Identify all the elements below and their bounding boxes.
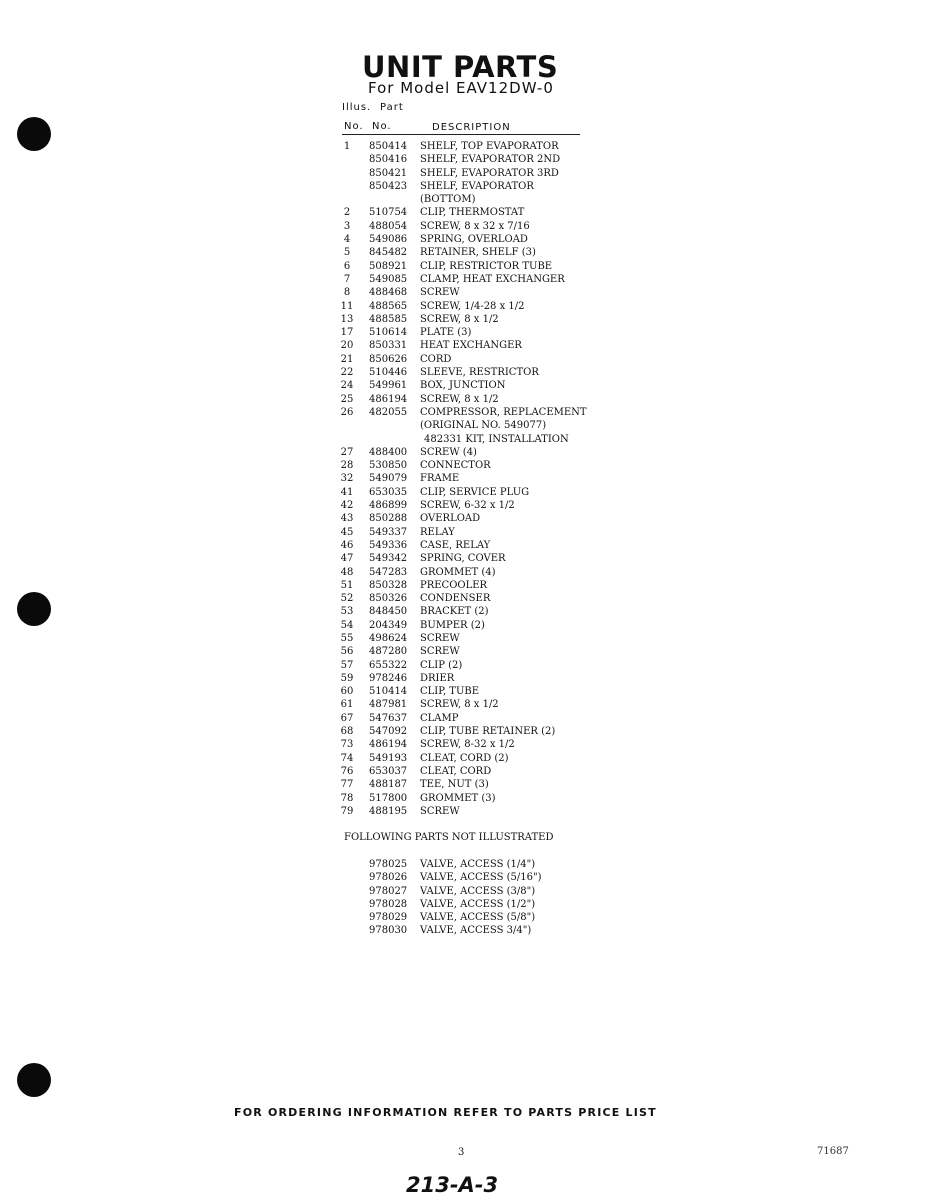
part-description: GROMMET (4) — [420, 566, 496, 578]
part-number: 978027 — [369, 885, 408, 897]
parts-row — [340, 592, 640, 605]
part-number: 850288 — [369, 513, 408, 525]
page-number: 3 — [458, 1147, 465, 1158]
parts-row — [340, 712, 640, 725]
part-number: 978028 — [369, 898, 408, 910]
part-number: 510446 — [369, 367, 408, 379]
header-illus-top: Illus. — [342, 102, 372, 113]
illus-number: 45 — [340, 526, 354, 538]
illus-number: 11 — [340, 300, 354, 312]
parts-row — [340, 472, 640, 485]
parts-row — [340, 326, 640, 339]
part-number: 488565 — [369, 300, 408, 312]
part-number: 530850 — [369, 460, 408, 472]
illus-number: 54 — [340, 619, 354, 631]
illus-number: 78 — [340, 792, 354, 804]
punch-hole-bottom — [17, 1063, 51, 1097]
part-number: 850328 — [369, 579, 408, 591]
parts-row — [340, 672, 640, 685]
part-description: PRECOOLER — [420, 579, 488, 591]
part-number: 547637 — [369, 712, 408, 724]
part-number: 549086 — [369, 234, 408, 246]
part-description: DRIER — [420, 672, 455, 684]
part-description: FRAME — [420, 473, 460, 485]
parts-row — [340, 393, 640, 406]
part-number: 655322 — [369, 659, 408, 671]
part-description: RELAY — [420, 526, 455, 538]
part-description: PLATE (3) — [420, 327, 472, 339]
parts-row — [340, 406, 640, 419]
parts-row — [340, 419, 640, 432]
part-description: SPRING, OVERLOAD — [420, 234, 528, 246]
illus-number: 51 — [340, 579, 354, 591]
parts-row — [340, 353, 640, 366]
part-description: CLIP (2) — [420, 659, 463, 671]
part-number: 850416 — [369, 154, 408, 166]
part-number: 850421 — [369, 167, 408, 179]
part-number: 978025 — [369, 859, 408, 870]
parts-row — [340, 206, 640, 219]
illus-number: 61 — [340, 699, 354, 711]
parts-row — [340, 260, 640, 273]
illus-number: 73 — [340, 739, 354, 751]
illus-number: 56 — [340, 646, 354, 658]
illus-number: 7 — [343, 273, 351, 285]
not-illustrated-list — [340, 858, 640, 938]
handwritten-reference: 213-A-3 — [406, 1173, 499, 1197]
part-description: (BOTTOM) — [420, 194, 476, 206]
part-description: BOX, JUNCTION — [420, 380, 506, 392]
illus-number: 42 — [340, 500, 354, 512]
punch-hole-top — [17, 117, 51, 151]
part-number: 508921 — [369, 260, 408, 272]
part-number: 850331 — [369, 340, 408, 352]
parts-row — [340, 552, 640, 565]
parts-row — [340, 619, 640, 632]
part-description: CLIP, RESTRICTOR TUBE — [420, 260, 553, 272]
parts-row — [340, 300, 640, 313]
part-description: SCREW, 6-32 x 1/2 — [420, 500, 515, 512]
parts-row — [340, 246, 640, 259]
parts-row — [340, 885, 640, 898]
part-description: BRACKET (2) — [420, 606, 489, 618]
part-number: 850326 — [369, 593, 408, 605]
part-number: 510754 — [369, 207, 408, 219]
parts-row — [340, 313, 640, 326]
part-description: SHELF, TOP EVAPORATOR — [420, 141, 559, 152]
illus-number: 48 — [340, 566, 354, 578]
header-part-no: No. — [372, 121, 392, 132]
illus-number: 68 — [340, 726, 354, 738]
illus-number: 79 — [340, 805, 354, 817]
parts-row — [340, 898, 640, 911]
illus-number: 17 — [340, 327, 354, 339]
parts-row — [340, 286, 640, 299]
document-number: 71687 — [817, 1146, 849, 1157]
part-description: SCREW, 8 x 1/2 — [420, 313, 499, 325]
parts-row — [340, 539, 640, 552]
parts-row — [340, 924, 640, 937]
illus-number: 26 — [340, 406, 354, 418]
parts-row — [340, 605, 640, 618]
parts-row — [340, 685, 640, 698]
illus-number: 20 — [340, 340, 354, 352]
part-description: SHELF, EVAPORATOR — [420, 180, 534, 192]
part-number: 978026 — [369, 872, 408, 884]
parts-row — [340, 765, 640, 778]
illus-number: 1 — [343, 141, 351, 152]
header-illus-no: No. — [344, 121, 364, 132]
part-description: SCREW — [420, 646, 460, 658]
part-description: VALVE, ACCESS (5/8") — [420, 912, 536, 924]
parts-row — [340, 871, 640, 884]
part-description: CLIP, SERVICE PLUG — [420, 486, 530, 498]
part-number: 653037 — [369, 765, 408, 777]
part-number: 204349 — [369, 619, 408, 631]
illus-number: 47 — [340, 553, 354, 565]
illus-number: 43 — [340, 513, 354, 525]
parts-row — [340, 220, 640, 233]
part-number: 845482 — [369, 247, 408, 259]
part-description: SHELF, EVAPORATOR 3RD — [420, 167, 559, 179]
part-number: 848450 — [369, 606, 408, 618]
parts-row — [340, 659, 640, 672]
illus-number: 3 — [343, 220, 351, 232]
part-number: 549337 — [369, 526, 408, 538]
parts-row — [340, 167, 640, 180]
part-number: 486899 — [369, 500, 408, 512]
parts-row — [340, 140, 640, 153]
illus-number: 25 — [340, 393, 354, 405]
illus-number: 76 — [340, 765, 354, 777]
part-description: VALVE, ACCESS (1/4") — [420, 859, 536, 870]
illus-number: 41 — [340, 486, 354, 498]
part-description: SCREW — [420, 632, 460, 644]
part-number: 488054 — [369, 220, 408, 232]
part-description: HEAT EXCHANGER — [420, 340, 522, 352]
ordering-footer: FOR ORDERING INFORMATION REFER TO PARTS PRICE LIST — [234, 1106, 657, 1119]
parts-row — [340, 433, 640, 446]
part-description: CORD — [420, 353, 452, 365]
part-description: SCREW, 1/4-28 x 1/2 — [420, 300, 525, 312]
page-title: UNIT PARTS — [362, 50, 559, 84]
part-number: 510614 — [369, 327, 408, 339]
illus-number: 27 — [340, 446, 354, 458]
parts-row — [340, 738, 640, 751]
illus-number: 24 — [340, 380, 354, 392]
illus-number: 13 — [340, 313, 354, 325]
illus-number: 2 — [343, 207, 351, 219]
part-number: 486194 — [369, 739, 408, 751]
part-description: BUMPER (2) — [420, 619, 485, 631]
parts-row — [340, 526, 640, 539]
punch-hole-middle — [17, 592, 51, 626]
parts-row — [340, 486, 640, 499]
part-description: CLEAT, CORD — [420, 765, 492, 777]
illus-number: 21 — [340, 353, 354, 365]
parts-row — [340, 645, 640, 658]
parts-row — [340, 499, 640, 512]
part-description: SCREW — [420, 805, 460, 817]
parts-row — [340, 778, 640, 791]
part-number: 549336 — [369, 539, 408, 551]
part-description: CLIP, THERMOSTAT — [420, 207, 525, 219]
part-number: 978030 — [369, 925, 408, 937]
part-description: SCREW, 8-32 x 1/2 — [420, 739, 515, 751]
parts-row — [340, 579, 640, 592]
header-rule — [342, 134, 580, 135]
illus-number: 46 — [340, 539, 354, 551]
part-description: CONDENSER — [420, 593, 491, 605]
part-description: CLIP, TUBE — [420, 686, 480, 698]
part-description: CLIP, TUBE RETAINER (2) — [420, 726, 556, 738]
part-number: 488468 — [369, 287, 408, 299]
illus-number: 8 — [343, 287, 351, 299]
part-description: 482331 KIT, INSTALLATION — [424, 433, 569, 445]
part-number: 486194 — [369, 393, 408, 405]
part-description: CLEAT, CORD (2) — [420, 752, 509, 764]
parts-row — [340, 193, 640, 206]
part-number: 549085 — [369, 273, 408, 285]
parts-row — [340, 366, 640, 379]
part-description: SCREW — [420, 287, 460, 299]
part-number: 517800 — [369, 792, 408, 804]
parts-row — [340, 911, 640, 924]
parts-row — [340, 698, 640, 711]
parts-row — [340, 180, 640, 193]
parts-row — [340, 752, 640, 765]
part-number: 487280 — [369, 646, 408, 658]
illus-number: 52 — [340, 593, 354, 605]
header-description: DESCRIPTION — [432, 122, 511, 133]
part-number: 850414 — [369, 141, 408, 152]
part-number: 850626 — [369, 353, 408, 365]
part-description: SCREW, 8 x 1/2 — [420, 699, 499, 711]
part-number: 510414 — [369, 686, 408, 698]
part-description: VALVE, ACCESS (1/2") — [420, 898, 536, 910]
parts-row — [340, 153, 640, 166]
part-number: 547092 — [369, 726, 408, 738]
part-description: COMPRESSOR, REPLACEMENT — [420, 406, 587, 418]
header-part-top: Part — [380, 102, 404, 113]
part-number: 549342 — [369, 553, 408, 565]
part-number: 549961 — [369, 380, 408, 392]
part-description: VALVE, ACCESS (3/8") — [420, 885, 536, 897]
illus-number: 77 — [340, 779, 354, 791]
parts-row — [340, 233, 640, 246]
part-number: 850423 — [369, 180, 408, 192]
part-number: 488400 — [369, 446, 408, 458]
parts-row — [340, 339, 640, 352]
illus-number: 59 — [340, 672, 354, 684]
parts-row — [340, 632, 640, 645]
part-description: SPRING, COVER — [420, 553, 506, 565]
part-number: 653035 — [369, 486, 408, 498]
part-description: SCREW (4) — [420, 446, 477, 458]
parts-row — [340, 446, 640, 459]
illus-number: 28 — [340, 460, 354, 472]
illus-number: 60 — [340, 686, 354, 698]
parts-row — [340, 273, 640, 286]
part-description: OVERLOAD — [420, 513, 481, 525]
part-description: VALVE, ACCESS (5/16") — [420, 872, 542, 884]
parts-row — [340, 379, 640, 392]
part-description: SHELF, EVAPORATOR 2ND — [420, 154, 561, 166]
illus-number: 4 — [343, 234, 351, 246]
part-number: 978246 — [369, 672, 408, 684]
parts-list — [340, 140, 640, 818]
part-number: 482055 — [369, 406, 408, 418]
model-subtitle: For Model EAV12DW-0 — [368, 79, 554, 97]
illus-number: 32 — [340, 473, 354, 485]
part-description: CONNECTOR — [420, 460, 491, 472]
not-illustrated-note: FOLLOWING PARTS NOT ILLUSTRATED — [344, 832, 554, 843]
part-number: 549193 — [369, 752, 408, 764]
parts-row — [340, 459, 640, 472]
part-description: SCREW, 8 x 32 x 7/16 — [420, 220, 530, 232]
part-description: CLAMP — [420, 712, 459, 724]
part-number: 978029 — [369, 912, 408, 924]
parts-row — [340, 725, 640, 738]
part-number: 488585 — [369, 313, 408, 325]
parts-row — [340, 792, 640, 805]
illus-number: 67 — [340, 712, 354, 724]
part-description: GROMMET (3) — [420, 792, 496, 804]
parts-row — [340, 805, 640, 818]
illus-number: 57 — [340, 659, 354, 671]
part-description: CLAMP, HEAT EXCHANGER — [420, 273, 565, 285]
illus-number: 5 — [343, 247, 351, 259]
part-description: VALVE, ACCESS 3/4") — [420, 925, 532, 937]
part-description: SLEEVE, RESTRICTOR — [420, 367, 539, 379]
parts-row — [340, 566, 640, 579]
illus-number: 22 — [340, 367, 354, 379]
part-number: 549079 — [369, 473, 408, 485]
parts-row — [340, 512, 640, 525]
part-description: TEE, NUT (3) — [420, 779, 489, 791]
illus-number: 55 — [340, 632, 354, 644]
part-number: 487981 — [369, 699, 408, 711]
part-number: 498624 — [369, 632, 408, 644]
illus-number: 6 — [343, 260, 351, 272]
part-description: CASE, RELAY — [420, 539, 491, 551]
illus-number: 53 — [340, 606, 354, 618]
part-number: 488187 — [369, 779, 408, 791]
part-description: SCREW, 8 x 1/2 — [420, 393, 499, 405]
part-description: RETAINER, SHELF (3) — [420, 247, 536, 259]
part-description: (ORIGINAL NO. 549077) — [420, 420, 547, 432]
part-number: 547283 — [369, 566, 408, 578]
part-number: 488195 — [369, 805, 408, 817]
parts-row — [340, 858, 640, 871]
illus-number: 74 — [340, 752, 354, 764]
